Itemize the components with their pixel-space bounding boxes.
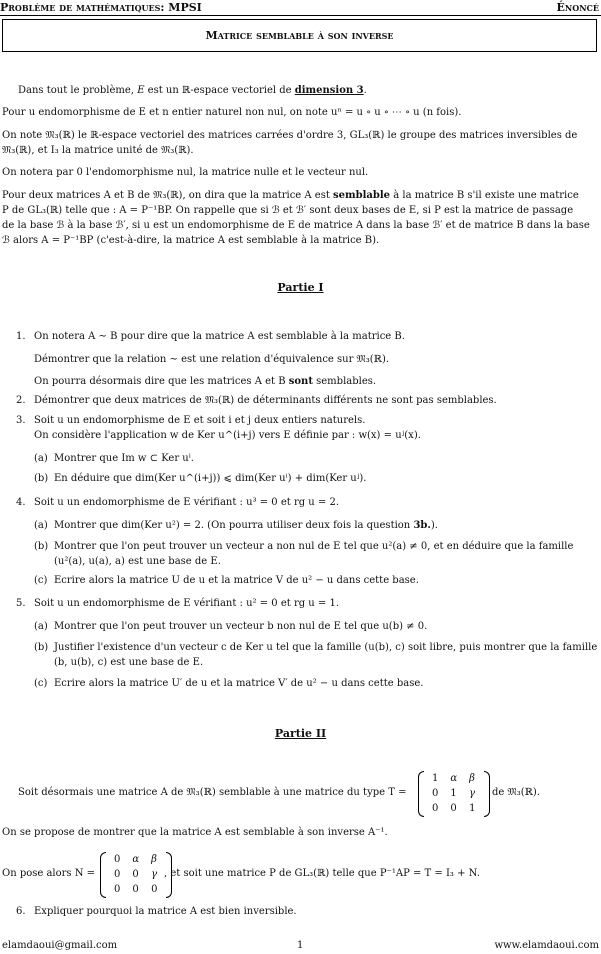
matrix-T-cell: 1 xyxy=(469,803,476,814)
question-3: 3. Soit u un endomorphisme de E et soit i et j deux entiers naturels. xyxy=(16,415,366,426)
matrix-N-cell: 0 xyxy=(151,884,158,895)
intro-line-6: Pour deux matrices A et B de 𝔐₃(ℝ), on dira que la matrice A est semblable à la matrice B s'il existe une matrice xyxy=(2,190,579,201)
question-5b: (b) Justifier l'existence d'un vecteur c de Ker u tel que la famille (u(b), c) soit libre, puis montrer que la famille xyxy=(34,642,598,653)
question-3b: (b) En déduire que dim(Ker u^(i+j)) ⩽ dim(Ker uⁱ) + dim(Ker uʲ). xyxy=(34,473,367,484)
intro-line-4: 𝔐₃(ℝ), et I₃ la matrice unité de 𝔐₃(ℝ). xyxy=(2,145,194,156)
question-3a: (a) Montrer que Im w ⊂ Ker uⁱ. xyxy=(34,453,194,464)
header-rule xyxy=(0,15,601,16)
matrix-T-cell: 1 xyxy=(450,788,457,799)
question-5b-line-2: (b, u(b), c) est une base de E. xyxy=(54,657,204,668)
question-4a: (a) Montrer que dim(Ker u²) = 2. (On pourra utiliser deux fois la question 3b.). xyxy=(34,520,438,531)
document-title: Matrice semblable à son inverse xyxy=(205,29,394,42)
question-2: 2. Démontrer que deux matrices de 𝔐₃(ℝ) de déterminants différents ne sont pas semblables. xyxy=(16,395,497,406)
footer-website: www.elamdaoui.com xyxy=(494,940,599,951)
dimension-emphasis: dimension 3 xyxy=(294,85,364,96)
part-2-pose-a: On pose alors N = xyxy=(2,868,96,879)
header-left: Problème de mathématiques: MPSI xyxy=(0,1,202,14)
matrix-T-cell: 0 xyxy=(432,803,439,814)
semblable-emphasis: semblable xyxy=(333,190,391,201)
question-4: 4. Soit u un endomorphisme de E vérifiant : u³ = 0 et rg u = 2. xyxy=(16,497,340,508)
intro-line-2: Pour u endomorphisme de E et n entier naturel non nul, on note uⁿ = u ∘ u ∘ ⋯ ∘ u (n fois). xyxy=(2,107,462,118)
part-2-goal: On se propose de montrer que la matrice A est semblable à son inverse A⁻¹. xyxy=(2,827,388,838)
intro-line-8: de la base ℬ à la base ℬ′, si u est un endomorphisme de E de matrice A dans la base ℬ′ et de matrice B dans la base xyxy=(2,220,590,231)
intro-line-1: Dans tout le problème, E est un ℝ-espace vectoriel de dimension 3. xyxy=(18,85,367,96)
matrix-T-cell: β xyxy=(469,773,475,784)
matrix-T xyxy=(418,771,490,817)
intro-line-5: On notera par 0 l'endomorphisme nul, la matrice nulle et le vecteur nul. xyxy=(2,167,369,178)
question-5c: (c) Ecrire alors la matrice U′ de u et la matrice V′ de u² − u dans cette base. xyxy=(34,678,424,689)
question-5a: (a) Montrer que l'on peut trouver un vecteur b non nul de E tel que u(b) ≠ 0. xyxy=(34,621,428,632)
matrix-N-cell: 0 xyxy=(114,884,121,895)
question-1: 1. On notera A ∼ B pour dire que la matrice A est semblable à la matrice B. xyxy=(16,331,405,342)
matrix-N-cell: 0 xyxy=(132,869,139,880)
matrix-N-cell: γ xyxy=(151,869,158,880)
header-right: Énoncé xyxy=(556,1,599,14)
matrix-N-cell: 0 xyxy=(114,854,121,865)
matrix-T-cell: α xyxy=(450,773,458,784)
footer-email: elamdaoui@gmail.com xyxy=(2,940,118,951)
footer-page-number: 1 xyxy=(297,940,304,951)
question-1-line-2: Démontrer que la relation ∼ est une relation d'équivalence sur 𝔐₃(ℝ). xyxy=(34,354,390,365)
question-4b-line-2: (u²(a), u(a), a) est une base de E. xyxy=(54,556,221,567)
matrix-N-cell: β xyxy=(151,854,157,865)
intro-line-7: P de GL₃(ℝ) telle que : A = P⁻¹BP. On rappelle que si ℬ et ℬ′ sont deux bases de E, si P est la matrice de passage xyxy=(2,205,574,216)
matrix-N-cell: 0 xyxy=(114,869,121,880)
matrix-T-cell: 0 xyxy=(432,788,439,799)
question-4c: (c) Ecrire alors la matrice U de u et la matrice V de u² − u dans cette base. xyxy=(34,575,419,586)
part-1-title: Partie I xyxy=(277,281,324,294)
matrix-T-cell: 1 xyxy=(432,773,439,784)
matrix-T-cell: 0 xyxy=(450,803,457,814)
question-1-line-3: On pourra désormais dire que les matrices A et B sont semblables. xyxy=(34,376,377,387)
question-3-line-2: On considère l'application w de Ker u^(i+j) vers E définie par : w(x) = uʲ(x). xyxy=(34,430,421,441)
matrix-T-cell: γ xyxy=(469,788,476,799)
part-2-pose-b: , et soit une matrice P de GL₃(ℝ) telle que P⁻¹AP = T = I₃ + N. xyxy=(164,868,480,879)
matrix-N xyxy=(100,852,172,898)
part-2-statement-a: Soit désormais une matrice A de 𝔐₃(ℝ) semblable à une matrice du type T = xyxy=(18,787,407,798)
matrix-N-cell: α xyxy=(132,854,140,865)
question-6: 6. Expliquer pourquoi la matrice A est bien inversible. xyxy=(16,906,297,917)
question-4b: (b) Montrer que l'on peut trouver un vecteur a non nul de E tel que u²(a) ≠ 0, et en déduire que la famille xyxy=(34,541,574,552)
part-2-title: Partie II xyxy=(274,727,327,740)
title-box xyxy=(2,19,597,52)
part-2-statement-b: de 𝔐₃(ℝ). xyxy=(492,787,540,798)
question-5: 5. Soit u un endomorphisme de E vérifiant : u² = 0 et rg u = 1. xyxy=(16,598,340,609)
matrix-N-cell: 0 xyxy=(132,884,139,895)
intro-line-3: On note 𝔐₃(ℝ) le ℝ-espace vectoriel des matrices carrées d'ordre 3, GL₃(ℝ) le groupe des matrices inversibles de xyxy=(2,130,578,141)
intro-line-9: ℬ alors A = P⁻¹BP (c'est-à-dire, la matrice A est semblable à la matrice B). xyxy=(2,235,380,246)
